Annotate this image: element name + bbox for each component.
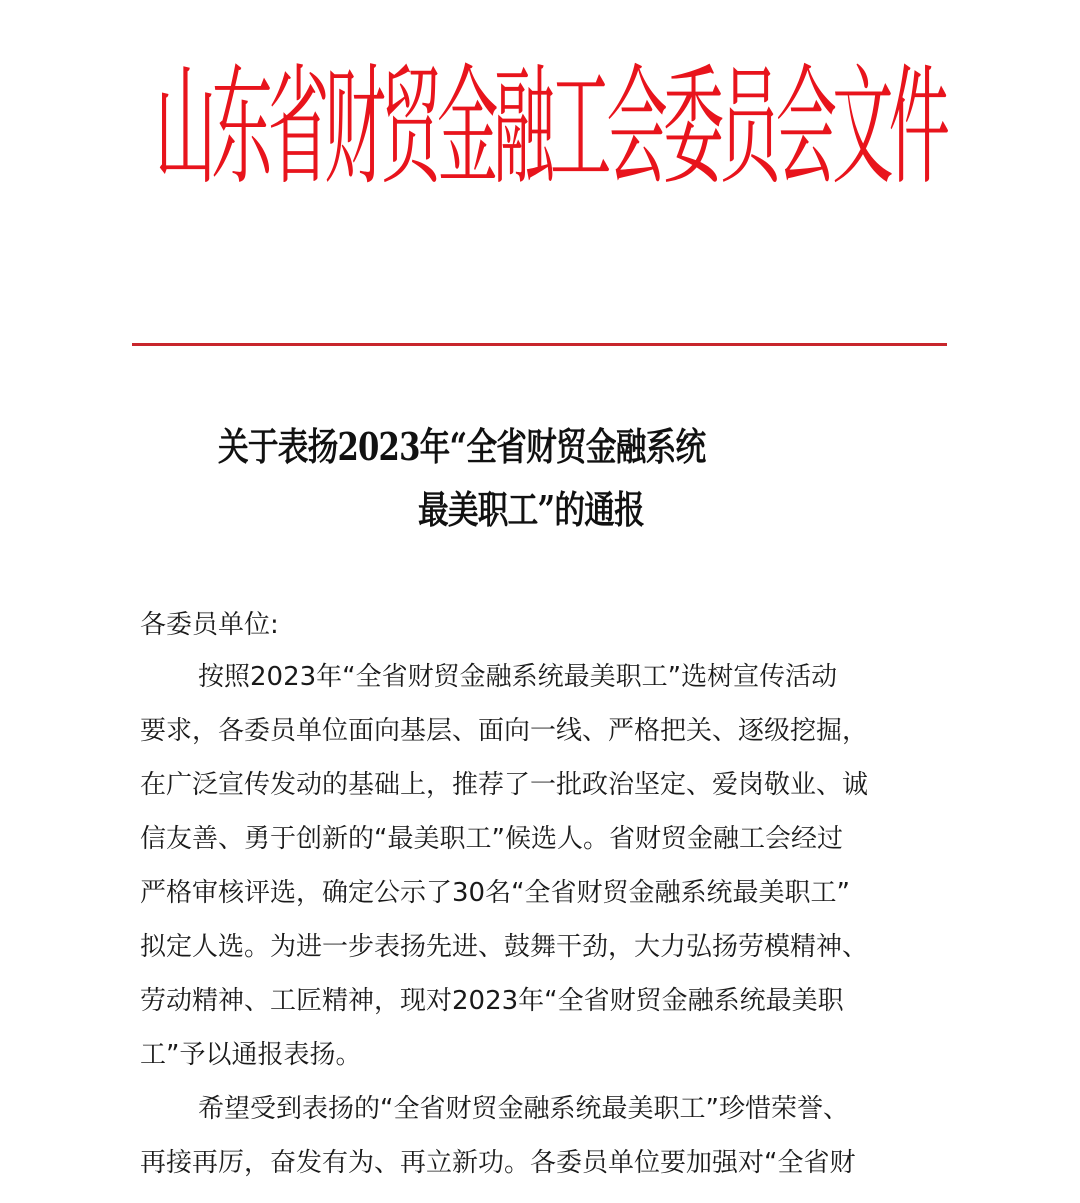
paragraph-line: 希望受到表扬的“全省财贸金融系统最美职工”珍惜荣誉、 <box>198 1094 849 1124</box>
document-title-line-1: 关于表扬2023年“全省财贸金融系统 <box>218 424 706 469</box>
paragraph-line: 严格审核评选，确定公示了30名“全省财贸金融系统最美职工” <box>140 878 851 908</box>
document-title-line-2: 最美职工”的通报 <box>418 487 644 532</box>
paragraph-line: 再接再厉，奋发有为、再立新功。各委员单位要加强对“全省财 <box>140 1148 856 1178</box>
salutation: 各委员单位: <box>140 610 279 640</box>
paragraph-line: 在广泛宣传发动的基础上，推荐了一批政治坚定、爱岗敬业、诚 <box>140 770 869 800</box>
paragraph-line: 劳动精神、工匠精神，现对2023年“全省财贸金融系统最美职 <box>140 986 844 1016</box>
paragraph-line: 拟定人选。为进一步表扬先进、鼓舞干劲，大力弘扬劳模精神、 <box>140 932 869 962</box>
masthead <box>150 52 950 204</box>
paragraph-line: 要求，各委员单位面向基层、面向一线、严格把关、逐级挖掘， <box>140 716 869 746</box>
paragraph-line: 信友善、勇于创新的“最美职工”候选人。省财贸金融工会经过 <box>140 824 843 854</box>
red-divider-rule <box>132 343 947 346</box>
masthead-title: 山东省财贸金融工会委员会文件 <box>155 52 945 204</box>
paragraph-line: 按照2023年“全省财贸金融系统最美职工”选树宣传活动 <box>198 662 838 692</box>
paragraph-line: 工”予以通报表扬。 <box>140 1040 362 1070</box>
